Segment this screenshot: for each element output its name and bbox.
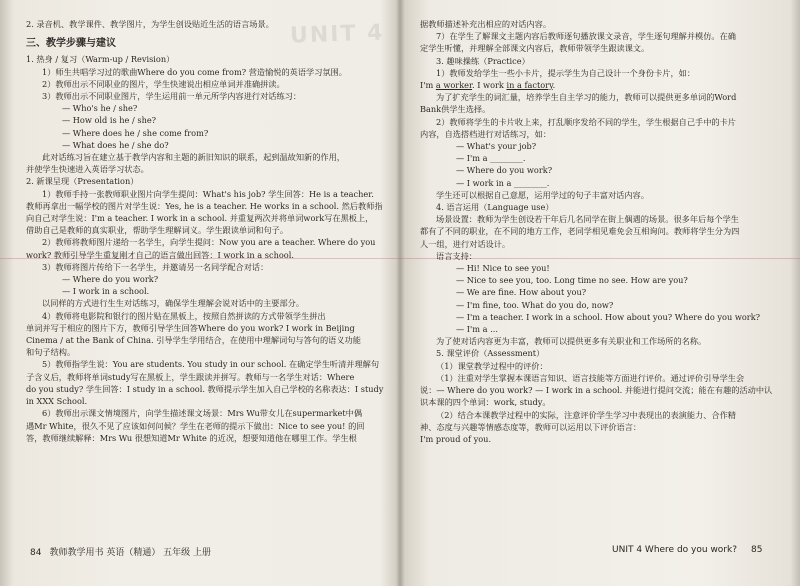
body-line: 语言支持： (436, 250, 477, 261)
dialogue-line: — We are fine. How about you? (456, 287, 587, 298)
body-line: 并使学生快速进入英语学习状态。 (26, 164, 149, 175)
left-page (26, 18, 384, 444)
dialogue-line: — I work in a school. (62, 286, 150, 297)
body-line: 6）教师出示课文情境图片，向学生描述课文场景：Mrs Wu带女儿在supermarket中偶 (42, 408, 363, 419)
dialogue-line: — I work in a ________. (456, 177, 550, 188)
identity-card-example: I'm a worker. I work in a factory. (420, 80, 556, 91)
warmup-step-1: 1）师生共唱学习过的歌曲Where do you come from? 营造愉悦的英语学习氛围。 (42, 66, 347, 77)
body-line: 3）教师将图片传给下一名学生，并邀请另一名同学配合对话： (42, 261, 269, 272)
body-line: 借助自己是教师的真实职业，帮助学生理解词义。学生跟读单词和句子。 (26, 225, 289, 236)
presentation-heading: 2. 新课呈现（Presentation） (26, 176, 139, 187)
body-line: 为了使对话内容更为丰富，教师可以提供更多有关职业和工作场所的名称。 (436, 336, 707, 347)
dialogue-line: — I'm fine, too. What do you do, now? (456, 299, 614, 310)
body-line: Cinema / at the Bank of China. 引导学生学用结合，在使用中理解词句与答句的语义功能 (26, 335, 361, 346)
body-line: 此对话练习旨在建立基于教学内容和主题的新旧知识的联系，起到温故知新的作用， (42, 152, 345, 163)
bleed-through-heading: UNIT 4 (289, 20, 385, 49)
dialogue-line: — Nice to see you, too. Long time no see. How are you? (456, 275, 688, 286)
section-heading: 三、教学步骤与建议 (26, 38, 116, 50)
body-line: 2）教师将教师图片递给一名学生，向学生提问：Now you are a teacher. Where do you (42, 237, 376, 248)
left-page-footer (30, 545, 211, 558)
dialogue-line: — Who's he / she? (62, 103, 138, 114)
body-line: 单词并写于相应的图片下方，教师引导学生回答Where do you work? I work in Beijing (26, 322, 355, 333)
card-job-blank: a worker (435, 80, 473, 91)
body-line: 4）教师将电影院和银行的图片贴在黑板上，按照自然拼读的方式带领学生拼出 (42, 310, 326, 321)
dialogue-line: — Where do you work? (62, 274, 159, 285)
body-line: 向自己对学生说：I'm a teacher. I work in a school. 并重复两次并将单词work写在黑板上， (26, 213, 374, 224)
body-line: 和句子结构。 (26, 347, 76, 358)
body-line: 遇Mr White，很久不见了应该如何问候？学生在老师的提示下做出：Nice to see you! 的回 (26, 420, 365, 431)
body-line: I'm proud of you. (420, 433, 492, 444)
warmup-step-2: 2）教师出示不同职业的图片，学生快速说出相应单词并准确拼读。 (42, 78, 285, 89)
body-line: 内容，自选搭档进行对话练习，如： (420, 128, 552, 139)
body-line: Bank供学生选择。 (420, 104, 491, 115)
body-line: 神、态度与兴趣等情感态度等，教师可以运用以下评价语言： (420, 421, 642, 432)
materials-line: 2. 录音机、教学课件、教学图片，为学生创设贴近生活的语言场景。 (26, 19, 274, 29)
body-line: 都有了不同的职业，在不同的地方工作，老同学相见难免会互相询问。教师将学生分为四 (420, 226, 740, 237)
right-page-footer (612, 545, 762, 555)
body-line: work? 教师引导学生重复刚才自己的语言做出回答：I work in a school. (26, 249, 294, 260)
right-page (420, 18, 782, 445)
body-line: in XXX School. (26, 396, 88, 407)
page-number: 84 (30, 548, 42, 558)
body-line: 说：— Where do you work? — I work in a school. 并能进行提问交流；能在有趣的活动中认 (420, 385, 773, 396)
body-line: 答，教师继续解释：Mrs Wu 很想知道Mr White 的近况，想要知道他在哪里工作。学生根 (26, 432, 357, 443)
body-line: 教师再拿出一幅学校的图片对学生说：Yes, he is a teacher. He works in a school. 然后教师指 (26, 200, 383, 211)
page-number: 85 (751, 545, 763, 555)
body-line: 识本课的四个单词：work, study。 (420, 397, 551, 408)
dialogue-line: — Hi! Nice to see you! (456, 263, 550, 274)
body-line: 为了扩充学生的词汇量，培养学生自主学习的能力，教师可以提供更多单词的Word (436, 92, 737, 103)
language-use-heading: 4. 语言运用（Language use） (436, 202, 554, 213)
body-line: 场景设置：教师为学生创设若干年后几名同学在街上偶遇的场景。很多年后每个学生 (436, 214, 739, 225)
dialogue-line: — I'm a ________. (456, 153, 526, 164)
body-line: 7）在学生了解课文主题内容后教师逐句播放课文录音，学生逐句理解并模仿。在确 (436, 31, 736, 42)
body-line: （2）结合本课教学过程中的实际，注意评价学生学习中表现出的表演能力、合作精 (436, 409, 736, 420)
body-line: 2）教师将学生的卡片收上来，打乱顺序发给不同的学生，学生根据自己手中的卡片 (436, 116, 736, 127)
card-place-blank: in a factory (506, 80, 553, 91)
practice-heading: 3. 趣味操练（Practice） (436, 55, 530, 66)
body-line: 1）教师手持一张教师职业图片向学生提问：What's his job? 学生回答：He is a teacher. (42, 188, 374, 199)
body-line: do you study? 学生回答：I study in a school. 教师提示学生加入自己学校的名称表达：I study (26, 383, 384, 394)
warmup-step-3: 3）教师出示不同职业图片，学生运用前一单元所学内容进行对话练习： (42, 91, 302, 102)
dialogue-line: — Where do you work? (456, 165, 553, 176)
warmup-heading: 1. 热身 / 复习（Warm-up / Revision） (26, 54, 175, 65)
dialogue-line: — How old is he / she? (62, 115, 157, 126)
body-line: 定学生听懂，并理解全部课文内容后，教师带领学生跟读课文。 (420, 43, 650, 54)
unit-title: UNIT 4 Where do you work? (612, 545, 737, 555)
body-line: 学生还可以根据自己意愿，运用学过的句子丰富对话内容。 (436, 189, 649, 200)
body-line: （1）课堂教学过程中的评价： (436, 360, 548, 371)
body-line: （1）注重对学生掌握本课语言知识、语言技能等方面进行评价。通过评价引导学生会 (436, 372, 745, 383)
dialogue-line: — I'm a teacher. I work in a school. How about you? Where do you work? (456, 311, 761, 322)
body-line: 1）教师发给学生一些小卡片，提示学生为自己设计一个身份卡片，如： (436, 67, 696, 78)
book-title: 教师教学用书 英语（精通） 五年级 上册 (49, 548, 212, 558)
dialogue-line: — What's your job? (456, 141, 537, 152)
body-line: 据教师描述补充出相应的对话内容。 (420, 19, 552, 29)
dialogue-line: — Where does he / she come from? (62, 127, 209, 138)
dialogue-line: — I'm a ... (456, 324, 498, 335)
body-line: 以同样的方式进行生生对话练习，确保学生理解会说对话中的主要部分。 (42, 298, 305, 309)
assessment-heading: 5. 课堂评价（Assessment） (436, 348, 545, 359)
body-line: 人一组，进行对话设计。 (420, 238, 511, 249)
body-line: 子含义后，教师将单词study写在黑板上，学生跟读并拼写。教师与一名学生对话：Where (26, 371, 355, 382)
dialogue-line: — What does he / she do? (62, 139, 169, 150)
body-line: 5）教师指学生说：You are students. You study in our school. 在确定学生听清并理解句 (42, 359, 380, 370)
